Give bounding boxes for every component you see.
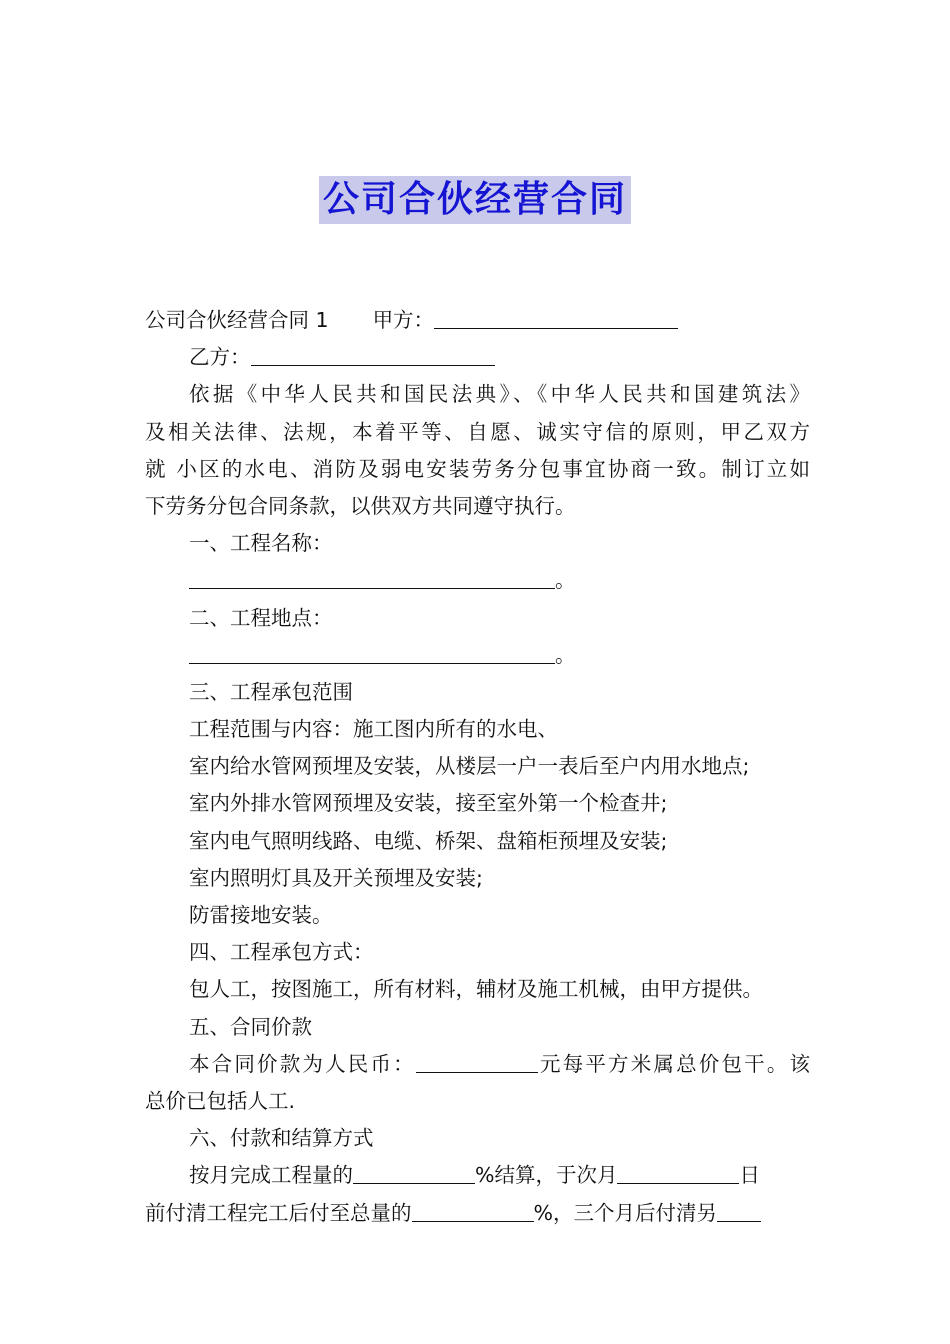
project-location-blank: [189, 641, 555, 664]
paragraph-line: 下劳务分包合同条款，以供双方共同遵守执行。: [145, 493, 576, 518]
project-name-blank: [189, 566, 555, 589]
payment-text-e: %，三个月后付清另: [533, 1200, 717, 1225]
paragraph-line: 及相关法律、法规，本着平等、自愿、诚实守信的原则，甲乙双方: [145, 419, 810, 444]
price-text-b: 元每平方米属总价包干。该: [537, 1051, 811, 1076]
title-wrapper: [0, 176, 950, 224]
line-contract-header: [145, 302, 810, 339]
price-blank: [416, 1050, 538, 1073]
section-heading-2: 二、工程地点：: [189, 605, 333, 630]
payment-text-b: %结算，于次月: [475, 1163, 618, 1188]
paragraph-line: 依据《中华人民共和国民法典》、《中华人民共和国建筑法》: [189, 382, 810, 407]
payment-total-blank: [412, 1199, 534, 1222]
scope-line: 防雷接地安装。: [189, 903, 333, 927]
section-heading-1: 一、工程名称：: [189, 531, 333, 556]
contract-mode-line: 包人工，按图施工，所有材料，辅材及施工机械，由甲方提供。: [189, 977, 763, 1002]
document-title: 公司合伙经营合同: [319, 176, 631, 224]
party-b-label: 乙方：: [189, 345, 251, 370]
contract-number: 公司合伙经营合同 1: [145, 308, 329, 332]
section-heading-5: 五、合同价款: [189, 1014, 312, 1039]
payment-text-c: 日: [739, 1163, 760, 1188]
scope-line: 室内外排水管网预埋及安装，接至室外第一个检查井;: [189, 791, 668, 816]
payment-line-2: [145, 1195, 810, 1232]
line-party-b: [145, 339, 810, 376]
scope-line: 工程范围与内容：施工图内所有的水电、: [189, 717, 558, 742]
payment-text-a: 按月完成工程量的: [189, 1163, 353, 1188]
scope-line: 室内给水管网预埋及安装，从楼层一户一表后至户内用水地点;: [189, 754, 750, 779]
payment-percent-blank: [353, 1161, 475, 1184]
section-heading-3: 三、工程承包范围: [189, 679, 353, 704]
section-heading-6: 六、付款和结算方式: [189, 1126, 374, 1151]
paragraph-line: 就 小区的水电、消防及弱电安装劳务分包事宜协商一致。制订立如: [145, 456, 810, 481]
party-a-blank: [434, 306, 678, 329]
section-heading-4: 四、工程承包方式：: [189, 940, 374, 965]
payment-line-1: [145, 1157, 810, 1194]
line-end-mark: 。: [555, 642, 576, 667]
price-line: [145, 1046, 810, 1083]
price-text-a: 本合同价款为人民币：: [189, 1051, 416, 1076]
price-line-2: 总价已包括人工.: [145, 1088, 296, 1113]
project-location-line: [145, 637, 810, 674]
project-name-line: [145, 562, 810, 599]
payment-text-d: 前付清工程完工后付至总量的: [145, 1200, 412, 1225]
party-a-label: 甲方：: [372, 308, 435, 332]
scope-line: 室内电气照明线路、电缆、桥架、盘箱柜预埋及安装;: [189, 828, 668, 853]
party-b-blank: [251, 343, 495, 366]
payment-remaining-blank: [717, 1199, 761, 1222]
document-body: [145, 302, 810, 1232]
scope-line: 室内照明灯具及开关预埋及安装;: [189, 865, 483, 890]
payment-day-blank: [617, 1161, 739, 1184]
line-end-mark: 。: [555, 568, 576, 593]
